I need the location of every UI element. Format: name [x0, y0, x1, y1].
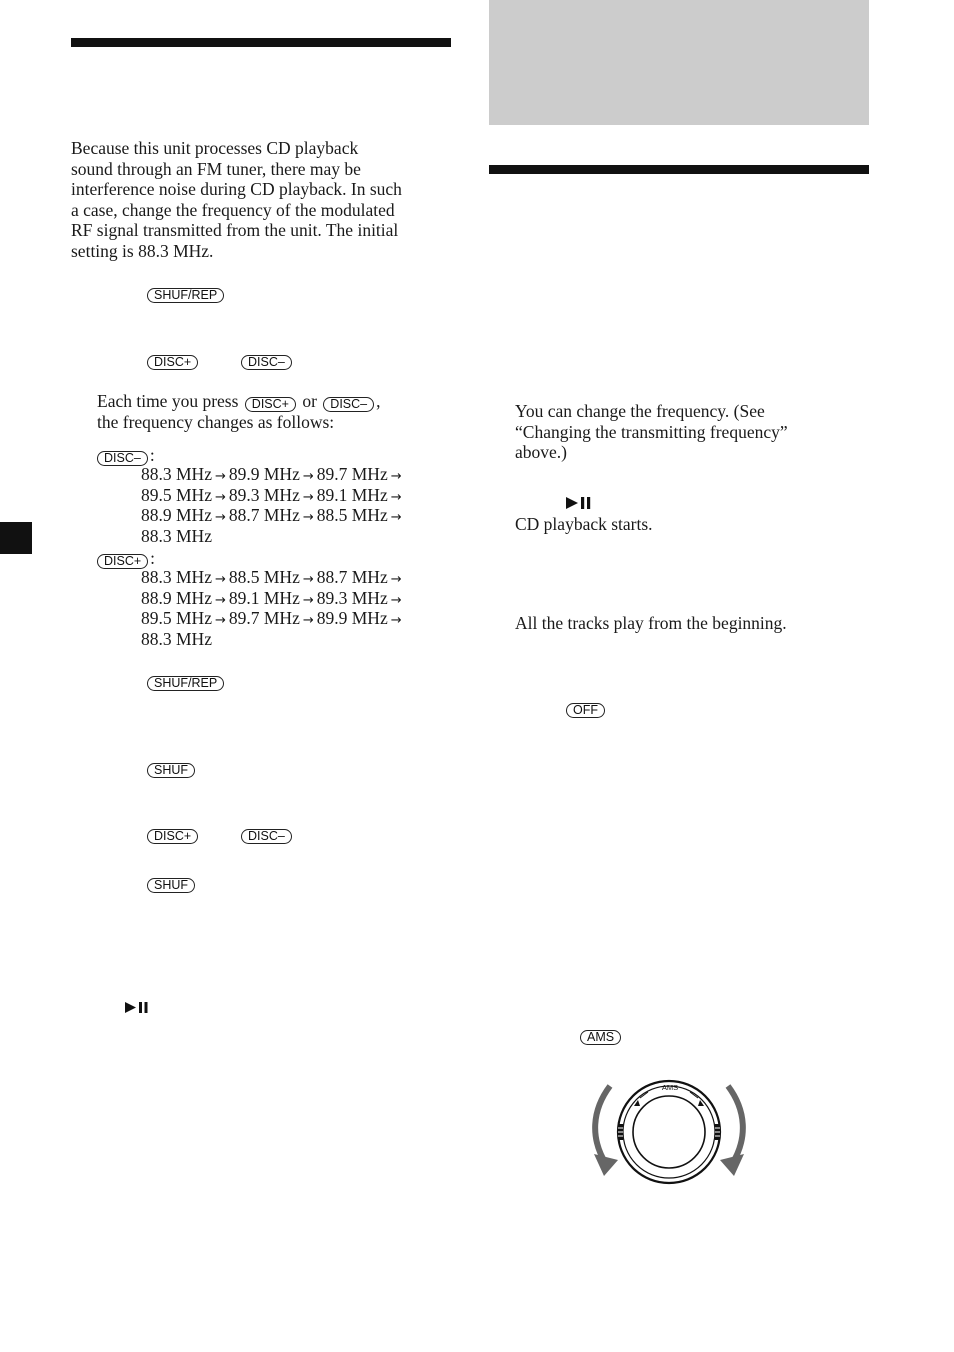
freq-note-line-3: above.): [515, 442, 567, 463]
play-pause-icon-right: [566, 496, 592, 510]
disc-minus-seq-row-4: [141, 526, 212, 547]
freq-value: 89.5 MHz: [141, 608, 212, 629]
arrow-right-icon: →: [302, 489, 314, 505]
each-time-line-1: [97, 391, 381, 412]
freq-value: 89.3 MHz: [228, 484, 300, 505]
each-time-text: Each time you press: [97, 391, 239, 411]
right-header-box: [489, 0, 869, 125]
arrow-right-icon: →: [390, 510, 402, 526]
arrow-right-icon: →: [390, 572, 402, 587]
colon: :: [150, 548, 156, 568]
arrow-right-icon: →: [214, 613, 226, 629]
or-text: or: [302, 391, 317, 411]
shuf-key: SHUF: [147, 763, 195, 778]
freq-value: 88.7 MHz: [228, 505, 300, 526]
disc-minus-key: DISC–: [241, 355, 292, 370]
arrow-right-icon: →: [302, 510, 314, 526]
disc-minus-key-2: DISC–: [241, 829, 292, 844]
freq-value: 89.5 MHz: [141, 484, 212, 505]
freq-value: 89.9 MHz: [228, 464, 300, 484]
freq-value: 88.5 MHz: [228, 567, 300, 587]
freq-value: 89.1 MHz: [228, 587, 300, 608]
arrow-right-icon: →: [214, 469, 226, 484]
arrow-right-icon: →: [390, 469, 402, 484]
right-section-rule: [489, 165, 869, 174]
freq-value: 89.1 MHz: [316, 484, 388, 505]
freq-value: 89.9 MHz: [316, 608, 388, 629]
freq-value: 88.7 MHz: [316, 567, 388, 587]
dial-ams-label: AMS: [661, 1083, 679, 1092]
disc-minus-inline-key: DISC–: [323, 397, 374, 412]
intro-line-2: sound through an FM tuner, there may be: [71, 158, 361, 179]
off-key: OFF: [566, 703, 605, 718]
arrow-right-icon: →: [214, 592, 226, 608]
arrow-right-icon: →: [302, 613, 314, 629]
freq-value: 88.3 MHz: [141, 525, 212, 546]
freq-value: 88.3 MHz: [141, 567, 212, 587]
arrow-right-icon: →: [214, 489, 226, 505]
intro-line-5: RF signal transmitted from the unit. The initial: [71, 220, 399, 241]
freq-note-line-2: “Changing the transmitting frequency”: [515, 421, 788, 442]
arrow-right-icon: →: [302, 469, 314, 484]
arrow-right-icon: →: [214, 510, 226, 526]
all-tracks-text: All the tracks play from the beginning.: [515, 613, 787, 633]
freq-note-line-1: You can change the frequency. (See: [515, 401, 765, 421]
freq-value: 88.3 MHz: [141, 628, 212, 649]
play-pause-icon: [125, 1001, 149, 1014]
disc-minus-label-row: [97, 447, 155, 465]
left-header-rule: [71, 38, 451, 47]
freq-value: 89.7 MHz: [316, 464, 388, 484]
arrow-right-icon: →: [214, 572, 226, 587]
arrow-right-icon: →: [390, 592, 402, 608]
arrow-right-icon: →: [390, 489, 402, 505]
disc-plus-label-row: [97, 550, 155, 568]
intro-line-4: a case, change the frequency of the modulated: [71, 199, 395, 220]
ams-key: AMS: [580, 1030, 621, 1045]
colon: :: [149, 445, 155, 465]
disc-plus-key: DISC+: [147, 355, 198, 370]
comma-text: ,: [376, 391, 381, 411]
freq-value: 89.3 MHz: [316, 587, 388, 608]
freq-value: 88.9 MHz: [141, 587, 212, 608]
disc-plus-key-2: DISC+: [147, 829, 198, 844]
freq-value: 89.7 MHz: [228, 608, 300, 629]
freq-value: 88.9 MHz: [141, 505, 212, 526]
shuf-rep-key-2: SHUF/REP: [147, 676, 224, 691]
intro-line-3: interference noise during CD playback. In such: [71, 179, 402, 200]
disc-plus-inline-key: DISC+: [245, 397, 296, 412]
freq-value: 88.3 MHz: [141, 464, 212, 484]
arrow-right-icon: →: [302, 592, 314, 608]
each-time-line-2: the frequency changes as follows:: [97, 411, 335, 432]
disc-plus-seq-key: DISC+: [97, 554, 148, 569]
ams-dial-illustration: [588, 1076, 752, 1188]
disc-minus-seq-key: DISC–: [97, 451, 148, 466]
shuf-rep-key: SHUF/REP: [147, 288, 224, 303]
cd-playback-starts: CD playback starts.: [515, 514, 653, 534]
arrow-right-icon: →: [302, 572, 314, 587]
side-tab: [0, 522, 32, 554]
disc-plus-seq-row-4: [141, 629, 212, 650]
intro-line-6: setting is 88.3 MHz.: [71, 241, 214, 261]
arrow-right-icon: →: [390, 613, 402, 629]
shuf-key-2: SHUF: [147, 878, 195, 893]
freq-value: 88.5 MHz: [316, 505, 388, 526]
intro-line-1: Because this unit processes CD playback: [71, 138, 359, 158]
